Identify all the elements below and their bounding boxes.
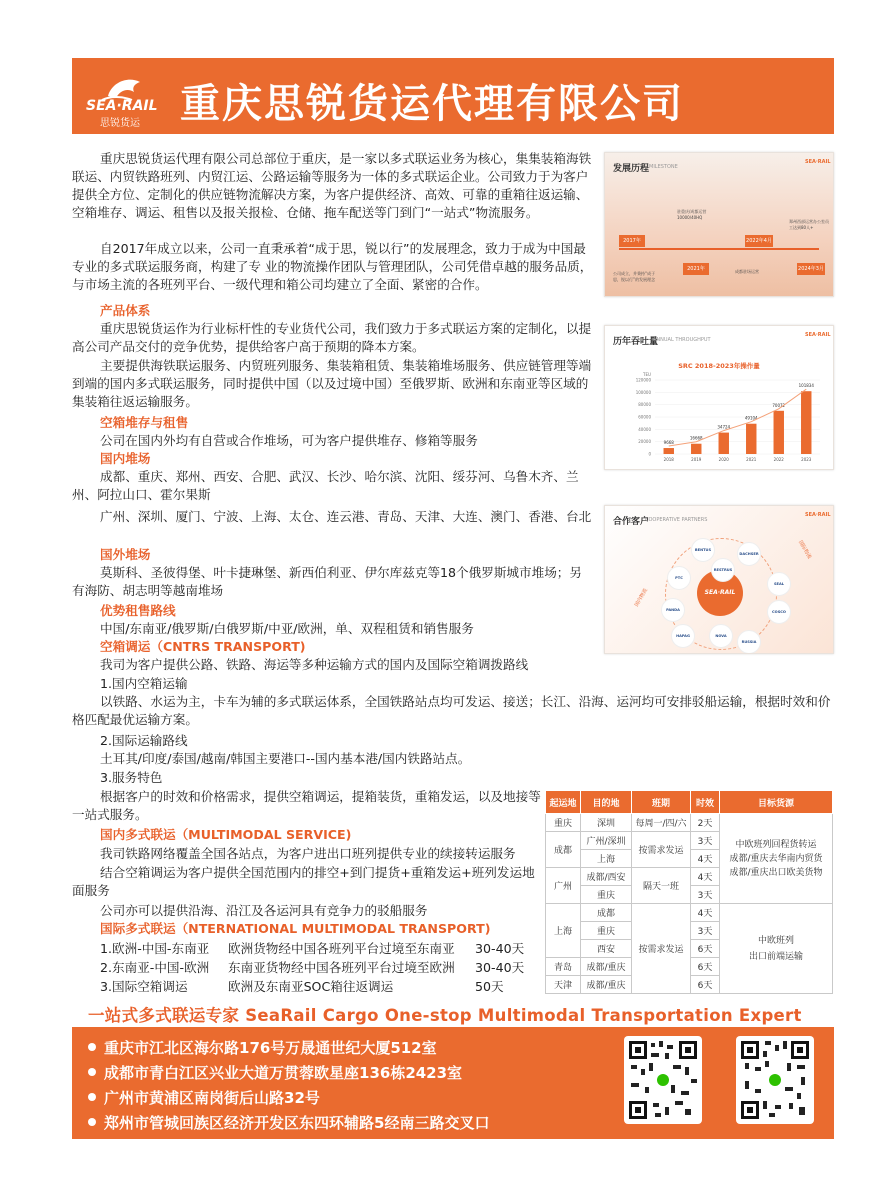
table-header-cell: 班期 (632, 791, 691, 814)
y-tick-label: 40000 (638, 426, 651, 432)
throughput-bar (746, 424, 756, 454)
table-cell: 6天 (691, 940, 720, 958)
products-paragraph-2: 主要提供海铁联运服务、内贸班列服务、集装箱租赁、集装箱堆场服务、供应链管理等端到端的国内多式联运服务，同时提供中国（以及过境中国）至俄罗斯、欧洲和东南亚等区域的集装箱往返运输服务。 (72, 358, 592, 409)
qr-code-icon[interactable] (736, 1036, 814, 1124)
table-row (546, 904, 833, 922)
table-cell: 青岛 (546, 958, 581, 976)
route-desc: 东南亚货物经中国各班列平台过境至欧洲 (228, 960, 455, 975)
cntrs-sub-2-text: 土耳其/印度/泰国/越南/韩国主要港口--国内基本港/国内铁路站点。 (100, 751, 471, 766)
partners-center-logo: SEA·RAIL (697, 570, 743, 616)
table-cell: 成都/西安 (581, 868, 632, 886)
throughput-bar (774, 411, 784, 454)
timeline-label: 2017年 (619, 235, 645, 247)
international-row (100, 977, 540, 996)
intro-paragraph-1: 重庆思锐货运代理有限公司总部位于重庆，是一家以多式联运业务为核心，集集装箱海铁联运、内贸铁路班列、内贸江运、公路运输等服务为一体的多式联运企业。公司致力于为客户提供全方位、定制化的供应链物流解决方案，为客户提供经济、高效、可靠的重箱往返运输、空箱堆存、调运、租售以及报关报检、仓储、拖车配送等门到门“一站式”物流服务。 (72, 151, 592, 220)
multimodal-heading: 国内多式联运（MULTIMODAL SERVICE) (100, 827, 352, 842)
storage-heading: 空箱堆存与租售 (100, 415, 189, 430)
y-tick-label: 0 (648, 451, 651, 457)
throughput-subtitle: ANNUAL THROUGHPUT (653, 337, 711, 343)
cntrs-heading: 空箱调运（CNTRS TRANSPORT) (100, 639, 306, 654)
route-name: 3.国际空箱调运 (100, 979, 188, 994)
timeline-note: 郑州西部运营办公室员工达到80人+ (789, 219, 829, 230)
bullet-icon (88, 1118, 96, 1126)
bar-value-label: 101834 (798, 383, 814, 389)
multimodal-p3: 公司亦可以提供沿海、沿江及各运河具有竞争力的驳船服务 (100, 903, 428, 918)
route-days: 30-40天 (475, 941, 525, 956)
bullet-icon (88, 1093, 96, 1101)
history-title: 发展历程 (613, 164, 650, 174)
x-tick-label: 2020 (718, 457, 729, 462)
address-line: 郑州市管城回族区经济开发区东四环辅路5经南三路交叉口 (88, 1112, 489, 1133)
cntrs-text: 我司为客户提供公路、铁路、海运等多种运输方式的国内及国际空箱调拨路线 (100, 657, 529, 672)
timeline-label: 2021年 (683, 263, 709, 275)
route-desc: 欧洲及东南亚SOC箱往返调运 (228, 979, 394, 994)
table-cell: 4天 (691, 850, 720, 868)
y-tick-label: 120000 (635, 377, 651, 383)
route-table (545, 790, 833, 994)
international-heading: 国际多式联运（NTERNATIONAL MULTIMODAL TRANSPORT) (100, 921, 491, 936)
qr-code-icon[interactable] (624, 1036, 702, 1124)
domestic-yard-heading: 国内堆场 (100, 451, 151, 466)
table-cell: 3天 (691, 886, 720, 904)
timeline-line (619, 248, 819, 250)
bar-value-label: 16668 (689, 435, 703, 441)
domestic-yard-list-1: 成都、重庆、郑州、西安、合肥、武汉、长沙、哈尔滨、沈阳、绥芬河、乌鲁木齐、兰州、阿拉山口、霍尔果斯 (72, 469, 579, 502)
partner-logo: HAPAG (671, 624, 695, 648)
table-header-cell: 起运地 (546, 791, 581, 814)
partners-subtitle: COOPERATIVE PARTNERS (645, 517, 708, 523)
card-logo: SEA·RAIL (805, 332, 831, 338)
x-tick-label: 2023 (801, 457, 812, 462)
partners-title: 合作客户 (613, 517, 650, 527)
international-list (100, 939, 540, 996)
cntrs-sub-1: 1.国内空箱运输 (100, 676, 188, 691)
international-row (100, 958, 540, 977)
table-cell: 成都/重庆 (581, 958, 632, 976)
bar-value-label: 9668 (663, 440, 674, 446)
partner-logo: DACHSER (737, 542, 761, 566)
foreign-yard-heading: 国外堆场 (100, 547, 151, 562)
timeline-label: 2024年3月 (797, 263, 825, 275)
route-name: 1.欧洲-中国-东南亚 (100, 941, 210, 956)
table-cell: 重庆 (546, 814, 581, 832)
throughput-bar (691, 444, 701, 454)
cntrs-sub-3-text: 根据客户的时效和价格需求，提供空箱调运，提箱装货，重箱发运，以及地接等一站式服务。 (72, 789, 541, 822)
domestic-yard-list-2: 广州、深圳、厦门、宁波、上海、太仓、连云港、青岛、天津、大连、澳门、香港、台北 (100, 509, 592, 524)
bar-value-label: 34724 (717, 424, 731, 430)
slogan: 一站式多式联运专家 SeaRail Cargo One-stop Multimodal Transportation Expert (88, 1006, 802, 1025)
partner-logo: NOVA (709, 624, 733, 648)
table-cell: 重庆 (581, 922, 632, 940)
foreign-yard-list: 莫斯科、圣彼得堡、叶卡捷琳堡、新西伯利亚、伊尔库兹克等18个俄罗斯城市堆场；另有海防、胡志明等越南堆场 (72, 565, 582, 598)
multimodal-p1: 我司铁路网络覆盖全国各站点，为客户进出口班列提供专业的续接转运服务 (100, 846, 516, 861)
partners-right-tag: 国际物流 (796, 539, 813, 560)
bar-value-label: 70072 (772, 402, 786, 408)
cntrs-sub-3: 3.服务特色 (100, 770, 163, 785)
partner-logo: PTC (667, 566, 691, 590)
address-line: 成都市青白江区兴业大道万贯蓉欧星座136栋2423室 (88, 1062, 462, 1083)
bullet-icon (88, 1068, 96, 1076)
route-table-header (546, 791, 833, 814)
table-cell: 上海 (581, 850, 632, 868)
table-cell: 按需求发运 (632, 832, 691, 868)
partner-logo: RUSSIA (737, 630, 761, 654)
table-cell: 重庆 (581, 886, 632, 904)
table-cell: 按需求发运 (632, 904, 691, 994)
partner-logo: PANDA (661, 598, 685, 622)
x-tick-label: 2021 (746, 457, 757, 462)
lease-heading: 优势租售路线 (100, 603, 176, 618)
lease-text: 中国/东南亚/俄罗斯/白俄罗斯/中亚/欧洲，单、双程租赁和销售服务 (100, 621, 474, 636)
international-row (100, 939, 540, 958)
table-header-cell: 时效 (691, 791, 720, 814)
bullet-icon (88, 1043, 96, 1051)
table-cell: 每周一/四/六 (632, 814, 691, 832)
throughput-bar (801, 391, 811, 454)
route-desc: 欧洲货物经中国各班列平台过境至东南亚 (228, 941, 455, 956)
card-logo: SEA·RAIL (805, 159, 831, 165)
throughput-chart (605, 326, 833, 469)
table-cell: 成都 (581, 904, 632, 922)
table-header-cell: 目标货源 (720, 791, 833, 814)
y-tick-label: 100000 (635, 389, 651, 395)
partners-left-tag: 国内物流 (633, 587, 650, 608)
table-cell: 成都 (546, 832, 581, 868)
throughput-title: 历年吞吐量 (613, 337, 659, 347)
partners-card (604, 505, 834, 654)
y-tick-label: 20000 (638, 439, 651, 445)
history-subtitle: MILESTONE (649, 164, 678, 170)
table-cell: 广州 (546, 868, 581, 904)
table-cell: 深圳 (581, 814, 632, 832)
timeline-label: 2022年4月 (745, 235, 773, 247)
card-logo: SEA·RAIL (805, 512, 831, 518)
table-cell: 天津 (546, 976, 581, 994)
table-cell: 上海 (546, 904, 581, 958)
address-line: 广州市黄浦区南岗街后山路32号 (88, 1087, 320, 1108)
products-heading: 产品体系 (100, 303, 151, 318)
table-cell: 成都/重庆 (581, 976, 632, 994)
timeline-note: 成都驻场运营 (735, 269, 759, 274)
target-cell-2: 中欧班列 出口前端运输 (720, 904, 833, 994)
cntrs-sub-2: 2.国际运输路线 (100, 733, 188, 748)
history-card (604, 152, 834, 297)
timeline-note: 公司成立，并秉持“成于思，锐以行”的发展理念 (613, 271, 656, 282)
x-tick-label: 2018 (663, 457, 674, 462)
multimodal-p2: 结合空箱调运为客户提供全国范围内的排空+到门提货+重箱发运+班列发运地面服务 (72, 865, 535, 898)
route-name: 2.东南亚-中国-欧洲 (100, 960, 210, 975)
table-cell: 4天 (691, 904, 720, 922)
route-days: 50天 (475, 979, 504, 994)
throughput-bar (664, 448, 674, 454)
intro-paragraph-2: 自2017年成立以来，公司一直秉承着“成于思，锐以行”的发展理念，致力于成为中国最专业的多式联运服务商，构建了专 业的物流操作团队与管理团队，公司凭借卓越的服务品质，与市场主流的各班列平台、一级代理和箱公司均建立了全面、紧密的合作。 (72, 241, 593, 292)
table-cell: 6天 (691, 976, 720, 994)
logo-text: SEA·RAIL (86, 98, 158, 114)
chart-ylabel: TEU (643, 372, 651, 377)
table-header-cell: 目的地 (581, 791, 632, 814)
target-cell-1: 中欧班列回程货转运 成都/重庆去华南内贸货 成都/重庆出口欧美货物 (720, 814, 833, 904)
table-cell: 2天 (691, 814, 720, 832)
storage-text: 公司在国内外均有自营或合作堆场，可为客户提供堆存、修箱等服务 (100, 433, 478, 448)
timeline-note: 驻重庆/成都运营10000/40HQ (677, 209, 707, 220)
chart-title: SRC 2018-2023年操作量 (678, 362, 760, 370)
address-line: 重庆市江北区海尔路176号万晟通世纪大厦512室 (88, 1037, 437, 1058)
partner-logo: BENTUS (691, 538, 715, 562)
x-tick-label: 2022 (773, 457, 784, 462)
partner-logo: RESTRUS (711, 558, 735, 582)
products-paragraph-1: 重庆思锐货运作为行业标杆性的专业货代公司，我们致力于多式联运方案的定制化，以提高公司产品交付的竞争优势，提供给客户高于预期的降本方案。 (72, 321, 592, 354)
y-tick-label: 60000 (638, 414, 651, 420)
table-cell: 隔天一班 (632, 868, 691, 904)
partner-logo: SEAL (767, 572, 791, 596)
x-tick-label: 2019 (691, 457, 702, 462)
bar-value-label: 49104 (744, 415, 758, 421)
cntrs-sub-1-text: 以铁路、水运为主，卡车为辅的多式联运体系，全国铁路站点均可发运、接送；长江、沿海、运河均可安排驳船运输，根据时效和价格匹配最优运输方案。 (72, 694, 831, 727)
table-cell: 广州/深圳 (581, 832, 632, 850)
y-tick-label: 80000 (638, 402, 651, 408)
table-row (546, 814, 833, 832)
table-cell: 西安 (581, 940, 632, 958)
table-cell: 3天 (691, 922, 720, 940)
table-cell: 4天 (691, 868, 720, 886)
table-cell: 3天 (691, 832, 720, 850)
logo-subtext: 思锐货运 (100, 118, 140, 129)
company-name: 重庆思锐货运代理有限公司 (180, 81, 684, 127)
partner-logo: COSCO (767, 600, 791, 624)
route-days: 30-40天 (475, 960, 525, 975)
throughput-card (604, 325, 834, 470)
table-cell: 6天 (691, 958, 720, 976)
throughput-bar (719, 433, 729, 454)
